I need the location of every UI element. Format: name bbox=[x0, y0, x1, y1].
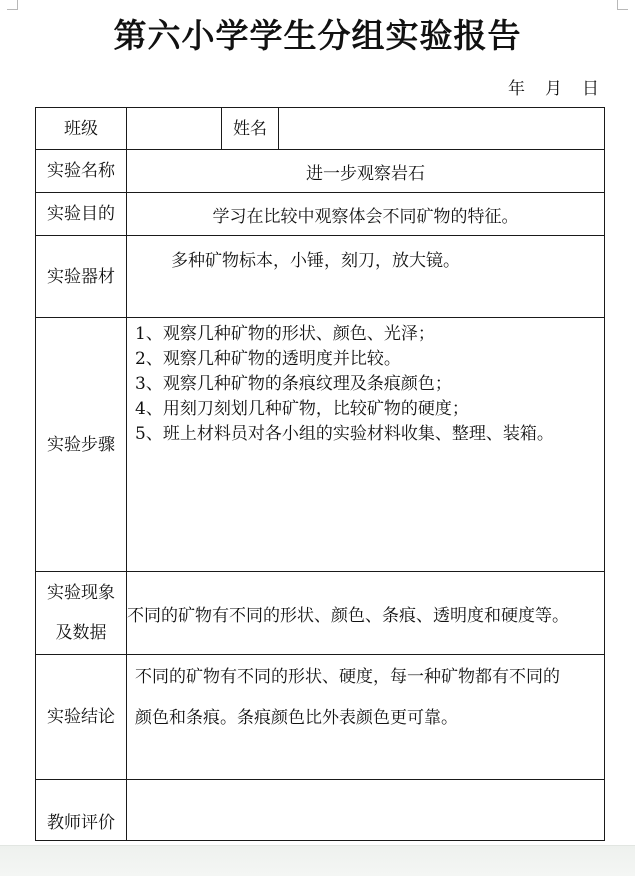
row-class-name bbox=[36, 108, 605, 150]
viewer-bottom-bar bbox=[0, 845, 635, 876]
class-label: 班级 bbox=[36, 108, 127, 150]
row-steps bbox=[36, 318, 605, 572]
observation-label-line1: 实验现象 bbox=[47, 583, 115, 603]
date-day-label: 日 bbox=[582, 79, 599, 99]
steps-cell[interactable] bbox=[127, 318, 605, 572]
step-item: 2、观察几种矿物的透明度并比较。 bbox=[135, 349, 401, 369]
step-item: 3、观察几种矿物的条痕纹理及条痕颜色； bbox=[135, 374, 452, 394]
date-month-label: 月 bbox=[545, 79, 562, 99]
equipment-label: 实验器材 bbox=[36, 236, 127, 318]
observation-label-line2: 及数据 bbox=[55, 623, 107, 643]
conclusion-line-1: 不同的矿物有不同的形状、硬度，每一种矿物都有不同的 bbox=[135, 667, 560, 687]
step-item: 1、观察几种矿物的形状、颜色、光泽； bbox=[135, 324, 435, 344]
evaluation-label: 教师评价 bbox=[36, 780, 127, 841]
purpose-value[interactable]: 学习在比较中观察体会不同矿物的特征。 bbox=[127, 193, 605, 236]
row-purpose bbox=[36, 193, 605, 236]
row-conclusion bbox=[36, 655, 605, 780]
row-equipment bbox=[36, 236, 605, 318]
conclusion-text bbox=[127, 655, 604, 739]
report-title: 第六小学学生分组实验报告 bbox=[113, 16, 522, 55]
observation-label bbox=[36, 572, 127, 655]
date-year-label: 年 bbox=[508, 79, 525, 99]
date-line bbox=[508, 74, 599, 99]
conclusion-cell[interactable] bbox=[127, 655, 605, 780]
steps-list bbox=[127, 318, 604, 447]
name-value-cell[interactable] bbox=[279, 108, 605, 150]
purpose-label: 实验目的 bbox=[36, 193, 127, 236]
report-table bbox=[35, 107, 605, 841]
conclusion-line-2: 颜色和条痕。条痕颜色比外表颜色更可靠。 bbox=[135, 708, 458, 728]
steps-label: 实验步骤 bbox=[36, 318, 127, 572]
observation-value[interactable]: 不同的矿物有不同的形状、颜色、条痕、透明度和硬度等。 bbox=[127, 572, 605, 655]
equipment-value: 多种矿物标本，小锤，刻刀，放大镜。 bbox=[171, 251, 460, 271]
row-experiment-name bbox=[36, 150, 605, 193]
corner-crop-mark-left bbox=[7, 0, 18, 10]
row-observation bbox=[36, 572, 605, 655]
class-value-cell[interactable] bbox=[127, 108, 222, 150]
row-evaluation bbox=[36, 780, 605, 841]
step-item: 5、班上材料员对各小组的实验材料收集、整理、装箱。 bbox=[135, 424, 554, 444]
step-item: 4、用刻刀刻划几种矿物，比较矿物的硬度； bbox=[135, 399, 469, 419]
equipment-cell[interactable] bbox=[127, 236, 605, 318]
name-label: 姓名 bbox=[222, 108, 279, 150]
evaluation-value-cell[interactable] bbox=[127, 780, 605, 841]
experiment-name-value[interactable]: 进一步观察岩石 bbox=[127, 150, 605, 193]
experiment-name-label: 实验名称 bbox=[36, 150, 127, 193]
corner-crop-mark-right bbox=[617, 0, 628, 10]
conclusion-label: 实验结论 bbox=[36, 655, 127, 780]
